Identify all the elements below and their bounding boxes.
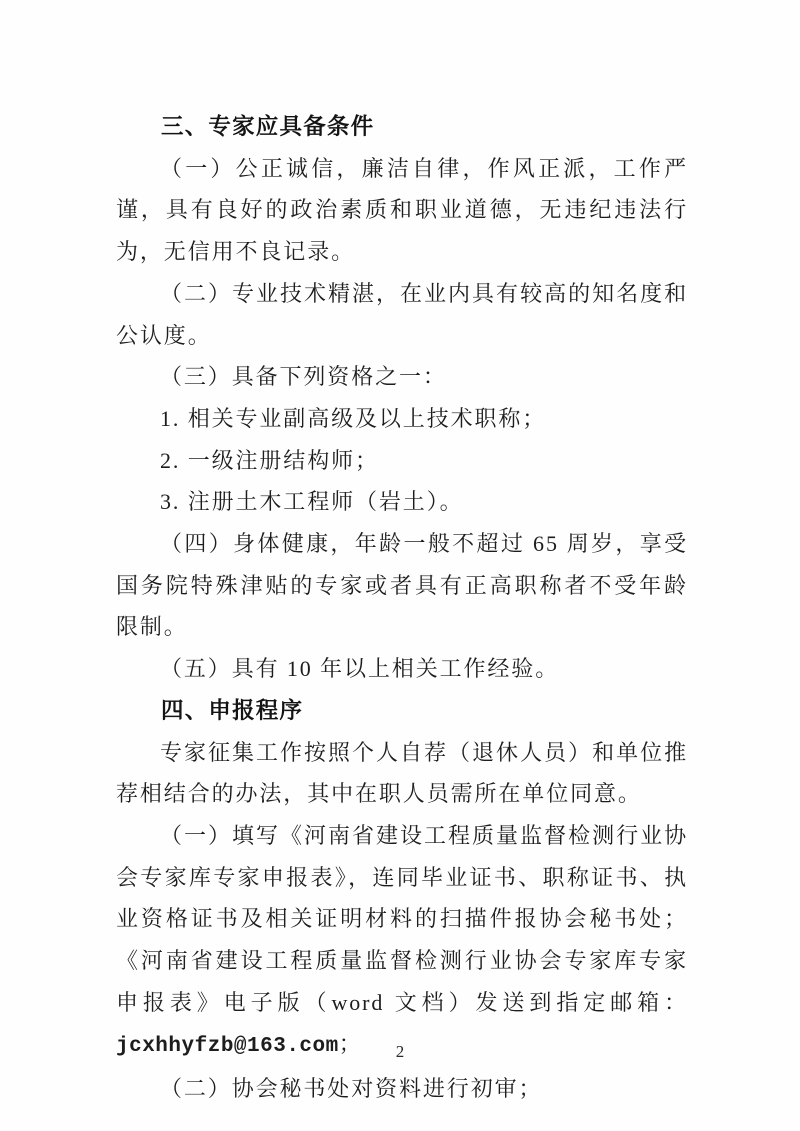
page-number: 2	[395, 1042, 405, 1061]
section-3-heading: 三、专家应具备条件	[161, 114, 375, 139]
section-4-item-1	[116, 815, 688, 1068]
section-3-item-3-sub-1: 1. 相关专业副高级及以上技术职称；	[160, 405, 547, 431]
section-4-heading: 四、申报程序	[161, 697, 304, 723]
section-3-item-5: （五）具有 10 年以上相关工作经验。	[160, 656, 560, 682]
section-3-item-4: （四）身体健康，年龄一般不超过 65 周岁，享受国务院特殊津贴的专家或者具有正高职称者不受年龄限制。	[116, 531, 688, 640]
contact-email: jcxhhyfzb@163.com	[116, 1035, 339, 1059]
section-4-item-1-tail: ；	[338, 1031, 363, 1057]
section-3-item-2: （二）专业技术精湛，在业内具有较高的知名度和公认度。	[116, 280, 688, 348]
section-4-item-2: （二）协会秘书处对资料进行初审；	[160, 1076, 543, 1102]
section-3-item-3-sub-2: 2. 一级注册结构师；	[160, 447, 379, 473]
section-3-item-3-sub-3: 3. 注册土木工程师（岩土）。	[160, 489, 464, 515]
document-body	[116, 106, 688, 1110]
section-4-intro: 专家征集工作按照个人自荐（退休人员）和单位推荐相结合的办法，其中在职人员需所在单位同意。	[116, 739, 688, 807]
section-4-item-1-text: （一）填写《河南省建设工程质量监督检测行业协会专家库专家申报表》，连同毕业证书、职称证书、执业资格证书及相关证明材料的扫描件报协会秘书处；《河南省建设工程质量监督检测行业协会专家库专家申报表》电子版（word 文档）发送到指定邮箱：	[116, 822, 688, 1015]
section-3-item-3: （三）具备下列资格之一：	[160, 364, 447, 390]
section-3-item-1: （一）公正诚信，廉洁自律，作风正派，工作严谨，具有良好的政治素质和职业道德，无违纪违法行为，无信用不良记录。	[116, 155, 688, 265]
